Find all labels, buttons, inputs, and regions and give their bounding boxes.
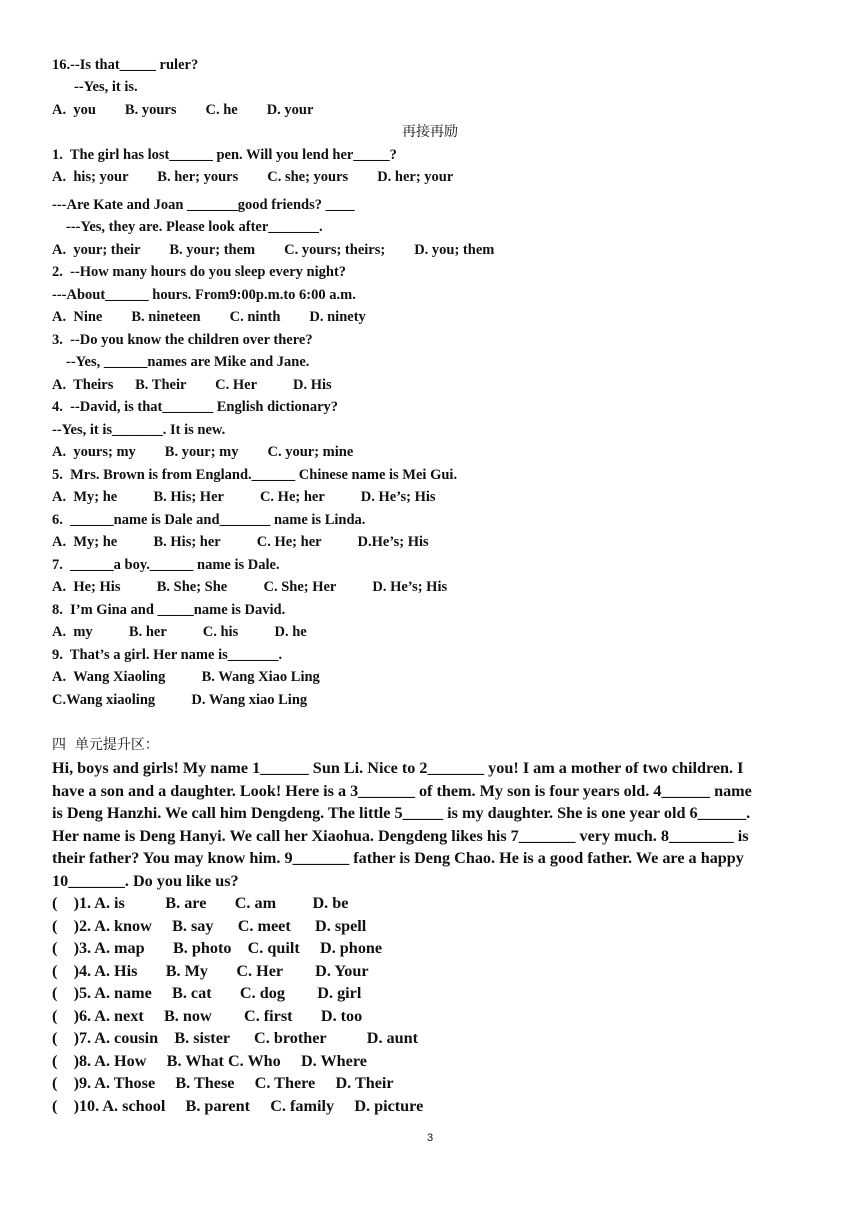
question-3-options: A. Theirs B. Their C. Her D. His (52, 377, 332, 393)
question-8-options: A. my B. her C. his D. he (52, 624, 307, 640)
question-16-answer: --Yes, it is. (74, 79, 138, 95)
section-title-extra-practice: 再接再励 (402, 124, 458, 140)
choice-row: ( )3. A. map B. photo C. quilt D. phone (52, 939, 383, 957)
question-8-stem: 8. I’m Gina and _____name is David. (52, 602, 286, 618)
question-2-options: A. Nine B. nineteen C. ninth D. ninety (52, 309, 366, 325)
question-4-answer: --Yes, it is_______. It is new. (52, 422, 226, 438)
question-1b-options: A. your; their B. your; them C. yours; theirs; D. you; them (52, 242, 495, 258)
question-9-options-row-2: C.Wang xiaoling D. Wang xiao Ling (52, 692, 308, 708)
question-7-stem: 7. ______a boy.______ name is Dale. (52, 557, 280, 573)
passage-line: 10_______. Do you like us? (52, 872, 239, 890)
section-heading-unit: 四 单元提升区： (52, 737, 159, 753)
question-2-stem: 2. --How many hours do you sleep every night? (52, 264, 347, 280)
question-4-options: A. yours; my B. your; my C. your; mine (52, 444, 354, 460)
passage-line: Her name is Deng Hanyi. We call her Xiaohua. Dengdeng likes his 7_______ very much. 8________ is (52, 827, 749, 845)
question-9-options-row-1: A. Wang Xiaoling B. Wang Xiao Ling (52, 669, 320, 685)
choice-row: ( )5. A. name B. cat C. dog D. girl (52, 984, 362, 1002)
choice-row: ( )10. A. school B. parent C. family D. picture (52, 1097, 424, 1115)
passage-line: is Deng Hanzhi. We call him Dengdeng. The little 5_____ is my daughter. She is one year old 6______. (52, 804, 751, 822)
passage-line: their father? You may know him. 9_______ father is Deng Chao. He is a good father. We are a happy (52, 849, 744, 867)
passage-line: Hi, boys and girls! My name 1______ Sun Li. Nice to 2_______ you! I am a mother of two children. I (52, 759, 744, 777)
question-7-options: A. He; His B. She; She C. She; Her D. He’s; His (52, 579, 448, 595)
choice-row: ( )4. A. His B. My C. Her D. Your (52, 962, 369, 980)
question-2-answer: ---About______ hours. From9:00p.m.to 6:00 a.m. (52, 287, 356, 303)
question-4-stem: 4. --David, is that_______ English dictionary? (52, 399, 338, 415)
choice-row: ( )1. A. is B. are C. am D. be (52, 894, 349, 912)
question-9-stem: 9. That’s a girl. Her name is_______. (52, 647, 283, 663)
question-1-options: A. his; your B. her; yours C. she; yours D. her; your (52, 169, 454, 185)
question-1b-stem: ---Are Kate and Joan _______good friends? ____ (52, 197, 355, 213)
question-1-stem: 1. The girl has lost______ pen. Will you lend her_____? (52, 147, 397, 163)
question-16-stem: 16.--Is that_____ ruler? (52, 57, 199, 73)
choice-row: ( )9. A. Those B. These C. There D. Their (52, 1074, 394, 1092)
question-6-stem: 6. ______name is Dale and_______ name is Linda. (52, 512, 366, 528)
question-5-stem: 5. Mrs. Brown is from England.______ Chinese name is Mei Gui. (52, 467, 458, 483)
question-3-stem: 3. --Do you know the children over there? (52, 332, 313, 348)
page-number: 3 (426, 1132, 434, 1144)
question-1b-answer: ---Yes, they are. Please look after_______. (66, 219, 323, 235)
question-3-answer: --Yes, ______names are Mike and Jane. (66, 354, 310, 370)
question-6-options: A. My; he B. His; her C. He; her D.He’s; His (52, 534, 429, 550)
question-16-options: A. you B. yours C. he D. your (52, 102, 314, 118)
question-5-options: A. My; he B. His; Her C. He; her D. He’s; His (52, 489, 436, 505)
choice-row: ( )2. A. know B. say C. meet D. spell (52, 917, 367, 935)
choice-row: ( )6. A. next B. now C. first D. too (52, 1007, 363, 1025)
choice-row: ( )7. A. cousin B. sister C. brother D. aunt (52, 1029, 419, 1047)
choice-row: ( )8. A. How B. What C. Who D. Where (52, 1052, 367, 1070)
passage-line: have a son and a daughter. Look! Here is a 3_______ of them. My son is four years old. 4______ name (52, 782, 752, 800)
